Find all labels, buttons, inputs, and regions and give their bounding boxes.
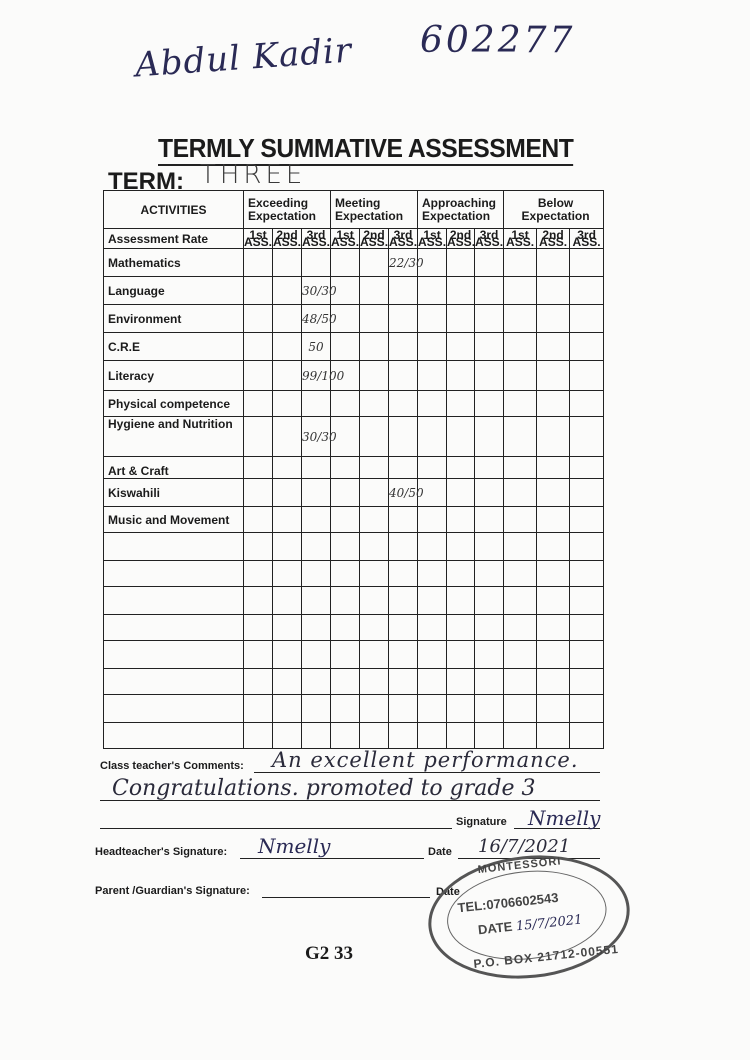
group-exceeding: Exceeding Expectation — [244, 191, 331, 229]
score-cell — [244, 417, 273, 457]
blank-cell — [302, 561, 331, 587]
blank-cell — [418, 723, 447, 749]
blank-cell — [389, 669, 418, 695]
blank-cell — [104, 695, 244, 723]
score-cell — [475, 507, 504, 533]
subject-label: Art & Craft — [104, 457, 244, 479]
blank-cell — [244, 615, 273, 641]
blank-cell — [273, 615, 302, 641]
blank-cell — [273, 669, 302, 695]
score-cell — [360, 361, 389, 391]
blank-row — [104, 533, 604, 561]
score-cell — [504, 479, 537, 507]
blank-cell — [273, 587, 302, 615]
headteacher-signature: Nmelly — [258, 834, 331, 858]
blank-cell — [104, 533, 244, 561]
headteacher-signature-label: Headteacher's Signature: — [95, 846, 228, 858]
score-cell — [570, 249, 604, 277]
subject-label: Kiswahili — [104, 479, 244, 507]
score-cell — [537, 507, 570, 533]
score-cell — [447, 305, 475, 333]
blank-cell — [475, 669, 504, 695]
score-cell — [475, 457, 504, 479]
table-row — [104, 417, 604, 457]
score-cell — [302, 391, 331, 417]
sub-header-cell: 1st ASS. — [331, 227, 360, 249]
score-cell — [447, 507, 475, 533]
score-cell — [447, 333, 475, 361]
blank-row — [104, 723, 604, 749]
blank-cell — [302, 641, 331, 669]
blank-cell — [331, 723, 360, 749]
score-cell — [504, 417, 537, 457]
blank-cell — [475, 695, 504, 723]
blank-cell — [389, 533, 418, 561]
blank-cell — [537, 669, 570, 695]
blank-cell — [360, 641, 389, 669]
blank-cell — [273, 561, 302, 587]
blank-cell — [104, 615, 244, 641]
score-cell — [475, 417, 504, 457]
blank-cell — [389, 561, 418, 587]
group-below: Below Expectation — [504, 191, 604, 229]
score-cell — [331, 333, 360, 361]
blank-cell — [504, 615, 537, 641]
stamp-date-value: 15/7/2021 — [515, 912, 584, 935]
table-row — [104, 249, 604, 277]
score-cell — [475, 305, 504, 333]
subject-label: Mathematics — [104, 249, 244, 277]
blank-cell — [360, 695, 389, 723]
blank-row — [104, 587, 604, 615]
blank-cell — [104, 561, 244, 587]
score-cell — [331, 249, 360, 277]
score-cell — [360, 417, 389, 457]
score-cell — [537, 361, 570, 391]
blank-cell — [504, 587, 537, 615]
blank-cell — [418, 587, 447, 615]
blank-cell — [104, 669, 244, 695]
score-mark: 40/50 — [389, 479, 418, 507]
blank-cell — [331, 615, 360, 641]
blank-cell — [360, 533, 389, 561]
blank-cell — [104, 723, 244, 749]
sub-header-cell: 2nd ASS. — [537, 229, 570, 249]
score-cell — [537, 417, 570, 457]
blank-cell — [475, 641, 504, 669]
score-cell — [302, 457, 331, 479]
blank-cell — [244, 695, 273, 723]
score-cell — [302, 479, 331, 507]
blank-cell — [360, 669, 389, 695]
score-cell — [331, 479, 360, 507]
blank-cell — [331, 587, 360, 615]
score-cell — [331, 391, 360, 417]
score-cell — [418, 361, 447, 391]
table-row — [104, 333, 604, 361]
score-cell — [244, 479, 273, 507]
blank-cell — [418, 641, 447, 669]
blank-row — [104, 615, 604, 641]
score-cell — [447, 417, 475, 457]
score-cell — [273, 361, 302, 391]
blank-cell — [104, 587, 244, 615]
score-cell — [447, 361, 475, 391]
blank-row — [104, 669, 604, 695]
score-mark: 99/100 — [302, 361, 331, 391]
blank-cell — [360, 561, 389, 587]
score-mark: 30/30 — [302, 277, 331, 305]
blank-cell — [504, 695, 537, 723]
sub-header-cell: 2nd ASS. — [273, 227, 302, 249]
blank-cell — [302, 695, 331, 723]
blank-cell — [331, 695, 360, 723]
blank-cell — [302, 723, 331, 749]
score-cell — [244, 333, 273, 361]
score-cell — [418, 277, 447, 305]
blank-cell — [570, 723, 604, 749]
blank-cell — [244, 533, 273, 561]
score-cell — [331, 457, 360, 479]
blank-cell — [447, 695, 475, 723]
score-cell — [504, 277, 537, 305]
sub-header-cell: 3rd ASS. — [475, 227, 504, 249]
score-cell — [302, 249, 331, 277]
score-cell — [360, 507, 389, 533]
score-cell — [418, 417, 447, 457]
score-cell — [244, 361, 273, 391]
blank-cell — [570, 641, 604, 669]
score-cell — [389, 507, 418, 533]
score-cell — [475, 277, 504, 305]
score-cell — [447, 479, 475, 507]
blank-cell — [570, 669, 604, 695]
subject-label: Language — [104, 277, 244, 305]
headteacher-date: 16/7/2021 — [478, 836, 571, 857]
date-label: Date — [428, 846, 452, 858]
score-cell — [389, 361, 418, 391]
table-row — [104, 305, 604, 333]
blank-cell — [447, 587, 475, 615]
blank-cell — [389, 723, 418, 749]
score-cell — [570, 391, 604, 417]
score-cell — [447, 391, 475, 417]
blank-cell — [302, 587, 331, 615]
score-mark: 30/30 — [302, 417, 331, 457]
score-cell — [570, 305, 604, 333]
blank-cell — [504, 533, 537, 561]
blank-cell — [504, 723, 537, 749]
blank-cell — [537, 533, 570, 561]
score-cell — [418, 457, 447, 479]
blank-cell — [475, 615, 504, 641]
blank-cell — [504, 669, 537, 695]
blank-cell — [537, 641, 570, 669]
blank-cell — [447, 723, 475, 749]
score-cell — [389, 277, 418, 305]
score-cell — [475, 361, 504, 391]
blank-cell — [418, 695, 447, 723]
score-cell — [273, 305, 302, 333]
blank-cell — [389, 615, 418, 641]
blank-cell — [475, 723, 504, 749]
score-cell — [570, 277, 604, 305]
blank-cell — [537, 723, 570, 749]
score-cell — [273, 417, 302, 457]
score-cell — [570, 457, 604, 479]
blank-cell — [360, 723, 389, 749]
group-meeting: Meeting Expectation — [331, 191, 418, 229]
blank-cell — [244, 561, 273, 587]
teacher-signature: Nmelly — [528, 806, 601, 830]
score-cell — [389, 417, 418, 457]
sub-header-cell: 2nd ASS. — [447, 227, 476, 249]
table-row — [104, 457, 604, 479]
sub-header-cell: 1st ASS. — [418, 227, 447, 249]
score-cell — [504, 333, 537, 361]
score-cell — [244, 391, 273, 417]
score-cell — [418, 391, 447, 417]
score-cell — [504, 391, 537, 417]
blank-cell — [570, 561, 604, 587]
class-teacher-comment-line1: An excellent performance. — [272, 748, 579, 772]
group-approaching: Approaching Expectation — [418, 191, 504, 229]
blank-cell — [570, 533, 604, 561]
subject-label: C.R.E — [104, 333, 244, 361]
score-cell — [570, 507, 604, 533]
blank-cell — [418, 561, 447, 587]
blank-cell — [504, 641, 537, 669]
score-cell — [570, 479, 604, 507]
blank-cell — [389, 641, 418, 669]
score-cell — [537, 333, 570, 361]
signature-label: Signature — [456, 816, 507, 828]
score-mark: 50 — [302, 333, 331, 361]
parent-signature-label: Parent /Guardian's Signature: — [95, 885, 250, 897]
score-cell — [331, 507, 360, 533]
score-cell — [273, 333, 302, 361]
score-cell — [504, 249, 537, 277]
blank-cell — [331, 641, 360, 669]
blank-cell — [273, 533, 302, 561]
score-cell — [360, 391, 389, 417]
score-cell — [389, 305, 418, 333]
score-cell — [447, 249, 475, 277]
score-cell — [273, 507, 302, 533]
score-cell — [504, 305, 537, 333]
assessment-rate-label: Assessment Rate — [104, 229, 244, 249]
score-cell — [360, 457, 389, 479]
blank-cell — [331, 533, 360, 561]
score-cell — [244, 305, 273, 333]
table-row — [104, 391, 604, 417]
score-cell — [360, 305, 389, 333]
table-row — [104, 479, 604, 507]
score-cell — [273, 479, 302, 507]
score-cell — [537, 457, 570, 479]
table-row — [104, 507, 604, 533]
blank-cell — [475, 587, 504, 615]
score-cell — [418, 305, 447, 333]
score-cell — [537, 391, 570, 417]
sub-header-cell: 3rd ASS. — [570, 229, 604, 249]
sub-header-cell: 1st ASS. — [244, 227, 273, 249]
blank-cell — [360, 587, 389, 615]
blank-cell — [447, 641, 475, 669]
blank-cell — [244, 723, 273, 749]
blank-cell — [244, 587, 273, 615]
blank-cell — [475, 533, 504, 561]
blank-cell — [302, 615, 331, 641]
score-cell — [360, 333, 389, 361]
score-cell — [360, 249, 389, 277]
blank-cell — [418, 615, 447, 641]
table-row — [104, 277, 604, 305]
score-cell — [302, 507, 331, 533]
score-cell — [244, 277, 273, 305]
blank-cell — [537, 695, 570, 723]
subject-label: Literacy — [104, 361, 244, 391]
student-number: 602277 — [420, 20, 576, 61]
score-cell — [504, 457, 537, 479]
blank-cell — [537, 615, 570, 641]
score-cell — [447, 457, 475, 479]
blank-cell — [447, 615, 475, 641]
stamp-date-label: DATE — [477, 918, 514, 938]
subject-label: Music and Movement — [104, 507, 244, 533]
class-teacher-comment-line2: Congratulations. promoted to grade 3 — [112, 776, 536, 801]
subject-label: Environment — [104, 305, 244, 333]
score-cell — [244, 249, 273, 277]
score-cell — [504, 507, 537, 533]
score-cell — [537, 479, 570, 507]
term-label: TERM: — [108, 168, 184, 195]
blank-cell — [570, 695, 604, 723]
page-code: G2 33 — [305, 943, 354, 964]
blank-cell — [389, 695, 418, 723]
stamp-bottom-text: P.O. BOX 21712-00551 — [472, 941, 620, 972]
term-value: THREE — [200, 160, 307, 190]
blank-cell — [537, 587, 570, 615]
score-cell — [360, 277, 389, 305]
score-cell — [273, 457, 302, 479]
blank-cell — [331, 561, 360, 587]
score-cell — [570, 361, 604, 391]
blank-cell — [389, 587, 418, 615]
blank-row — [104, 695, 604, 723]
score-cell — [475, 391, 504, 417]
score-cell — [244, 457, 273, 479]
blank-cell — [302, 533, 331, 561]
score-cell — [389, 391, 418, 417]
blank-cell — [273, 695, 302, 723]
blank-cell — [104, 641, 244, 669]
blank-cell — [475, 561, 504, 587]
score-cell — [244, 507, 273, 533]
blank-cell — [418, 669, 447, 695]
sub-header-cell: 3rd ASS. — [389, 227, 418, 249]
score-cell — [273, 277, 302, 305]
blank-cell — [447, 669, 475, 695]
score-cell — [537, 277, 570, 305]
assessment-table — [103, 190, 604, 749]
score-cell — [273, 391, 302, 417]
class-teacher-comments-label: Class teacher's Comments: — [100, 760, 244, 772]
score-cell — [447, 277, 475, 305]
blank-cell — [273, 723, 302, 749]
blank-cell — [537, 561, 570, 587]
blank-cell — [331, 669, 360, 695]
blank-cell — [504, 561, 537, 587]
score-cell — [537, 249, 570, 277]
subject-label: Hygiene and Nutrition — [104, 417, 244, 457]
blank-cell — [244, 669, 273, 695]
score-cell — [475, 249, 504, 277]
blank-cell — [360, 615, 389, 641]
score-cell — [273, 249, 302, 277]
subject-label: Physical competence — [104, 391, 244, 417]
score-cell — [389, 457, 418, 479]
score-cell — [570, 333, 604, 361]
score-cell — [360, 479, 389, 507]
sub-header-cell: 3rd ASS. — [302, 227, 331, 249]
blank-cell — [570, 587, 604, 615]
blank-cell — [302, 669, 331, 695]
score-cell — [570, 417, 604, 457]
blank-cell — [244, 641, 273, 669]
score-cell — [504, 361, 537, 391]
blank-cell — [447, 533, 475, 561]
stamp-tel: TEL:0706602543 — [456, 889, 560, 916]
score-mark: 22/30 — [389, 249, 418, 277]
blank-cell — [570, 615, 604, 641]
score-cell — [418, 333, 447, 361]
blank-cell — [447, 561, 475, 587]
score-cell — [418, 507, 447, 533]
stamp-top-text: MONTESSORI — [477, 855, 562, 877]
score-cell — [475, 479, 504, 507]
table-row — [104, 361, 604, 391]
blank-cell — [273, 641, 302, 669]
activities-header: ACTIVITIES — [104, 191, 244, 229]
page-title: TERMLY SUMMATIVE ASSESSMENT — [158, 133, 573, 166]
student-name: Abdul Kadir — [133, 30, 354, 86]
sub-header-cell: 1st ASS. — [504, 229, 537, 249]
school-stamp — [422, 846, 636, 988]
sub-header-cell: 2nd ASS. — [360, 227, 389, 249]
parent-date-label: Date — [436, 886, 460, 898]
score-cell — [475, 333, 504, 361]
score-mark: 48/50 — [302, 305, 331, 333]
score-cell — [537, 305, 570, 333]
score-cell — [389, 333, 418, 361]
blank-row — [104, 561, 604, 587]
blank-cell — [418, 533, 447, 561]
blank-row — [104, 641, 604, 669]
